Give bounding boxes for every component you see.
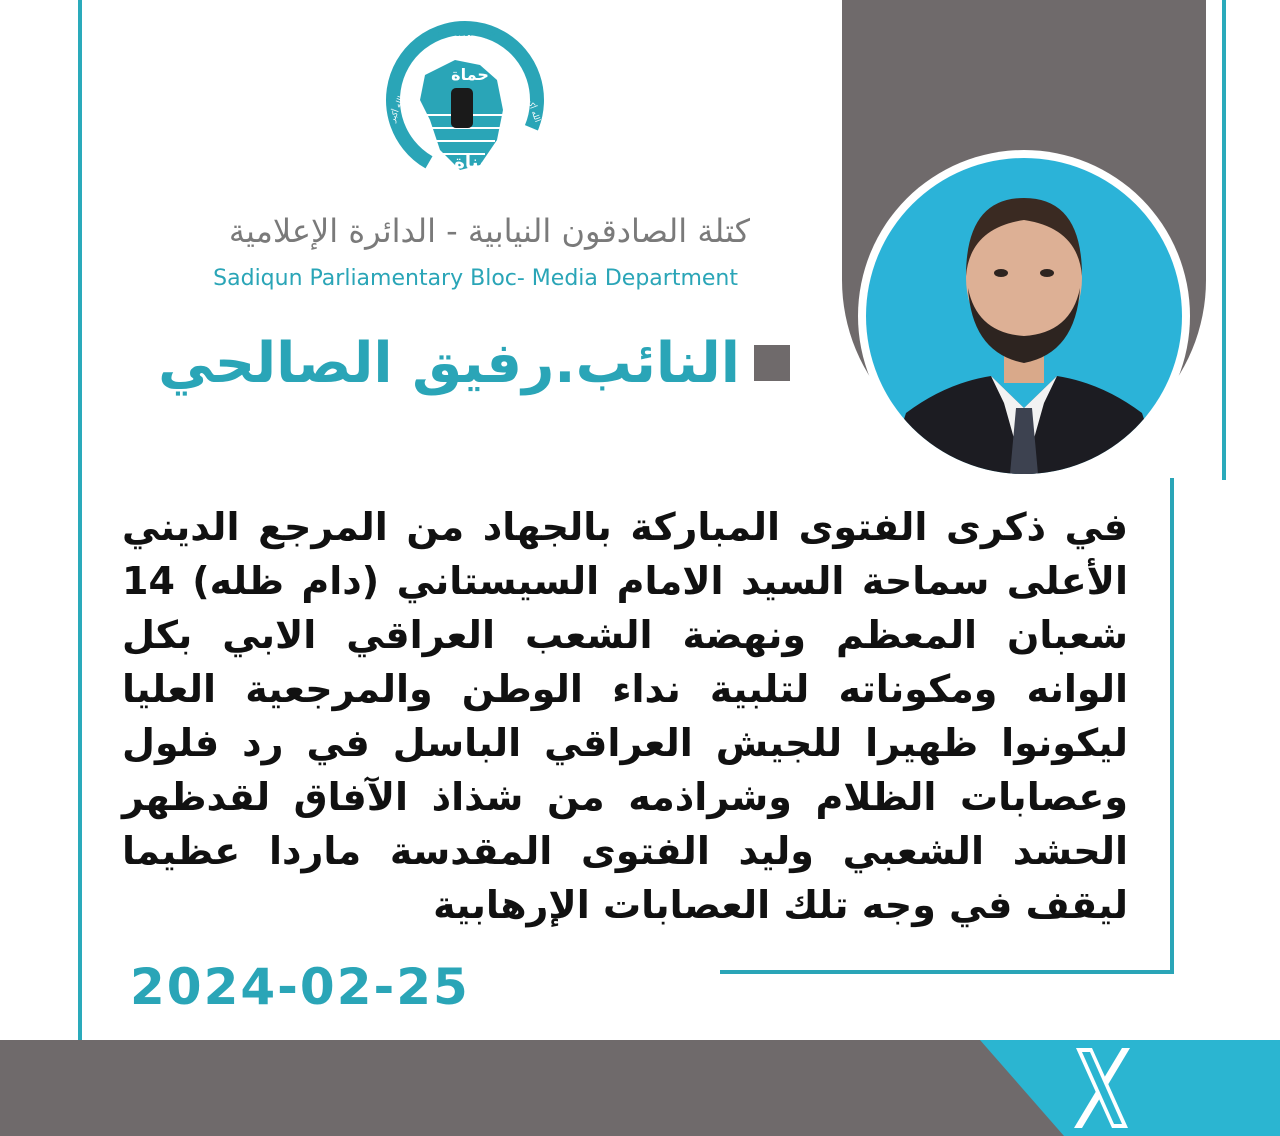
- x-logo-icon[interactable]: [1072, 1044, 1132, 1132]
- logo-ring-text-top: حركة الصادقون: [432, 28, 498, 39]
- statement-text: في ذكرى الفتوى المباركة بالجهاد من المرجع الديني الأعلى سماحة السيد الامام السيستاني (دام ظله) 14 شعبان المعظم ونهضة الشعب العراقي الابي بكل الوانه ومكوناته لتلبية نداء الوطن والمرجعية العليا ليكونوا ظهيرا للجيش العراقي الباسل في رد فلول وعصابات الظلام وشراذمه من شذاذ الآفاق لقدظهر الحشد الشعبي وليد الفتوى المقدسة ماردا عظيما ليقف في وجه تلك العصابات الإرهابية: [122, 505, 1128, 927]
- person-portrait-icon: [866, 158, 1182, 474]
- portrait-frame: [858, 150, 1190, 482]
- right-accent-line: [1222, 0, 1226, 480]
- logo-word-top: حماة: [451, 65, 489, 84]
- logo-ring-text-right: الله أكبر: [524, 94, 543, 124]
- left-accent-line: [78, 0, 82, 1040]
- speaker-name: النائب.رفيق الصالحي: [158, 330, 740, 396]
- logo-ring-text-left: الله أكبر: [387, 94, 406, 124]
- bullet-square: [754, 345, 790, 381]
- org-name-arabic: كتلة الصادقون النيابية - الدائرة الإعلامية: [228, 212, 750, 250]
- portrait-photo: [866, 158, 1182, 474]
- org-name-english: Sadiqun Parliamentary Bloc- Media Department: [213, 266, 738, 291]
- speaker-row: [120, 328, 790, 398]
- logo-word-bottom: بناة: [454, 152, 486, 173]
- sadiqun-logo: [385, 20, 545, 190]
- statement-date: 2024-02-25: [130, 958, 470, 1016]
